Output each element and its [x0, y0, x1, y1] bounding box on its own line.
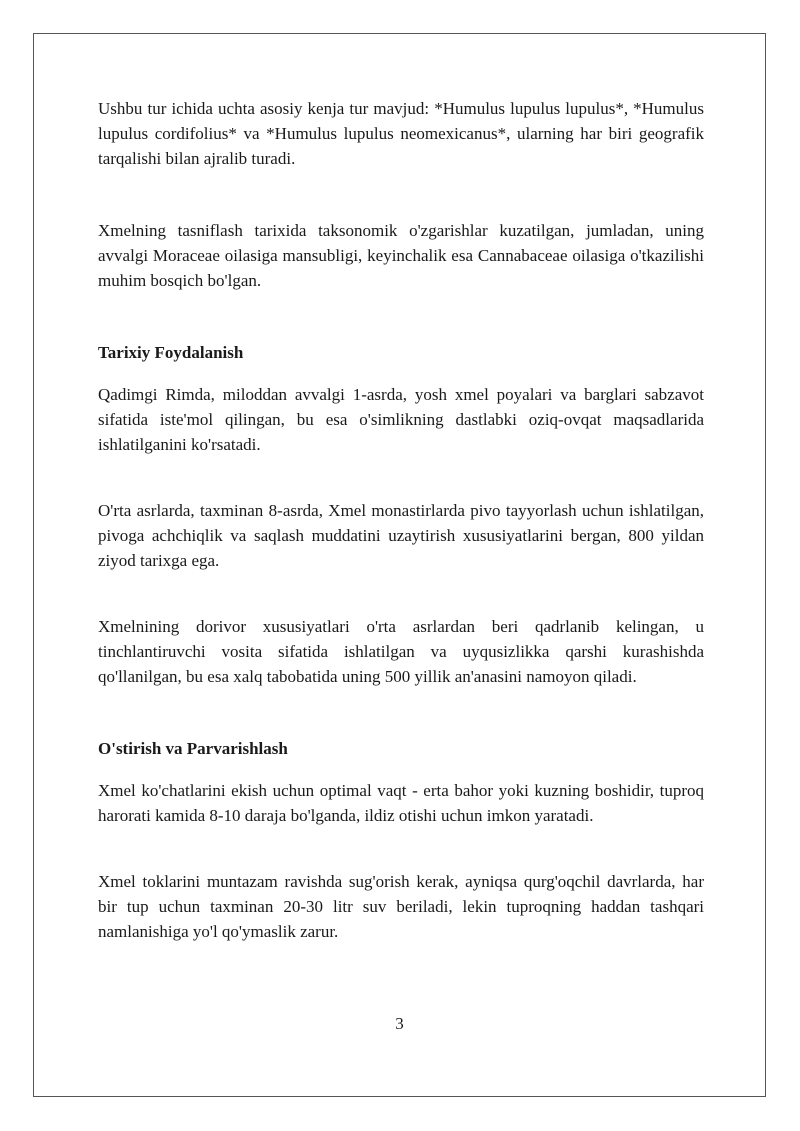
paragraph-medicinal: Xmelnining dorivor xususiyatlari o'rta asrlardan beri qadrlanib kelingan, u tinchlantiruvchi vosita sifatida ishlatilgan va uyqusizlikka qarshi kurashishda qo'llanilgan, bu esa xalq tabobatida uning 500 yillik an'anasini namoyon qiladi.: [98, 617, 704, 686]
section-heading-history: Tarixiy Foydalanish: [98, 343, 244, 362]
paragraph-spacer: [98, 293, 704, 340]
paragraph-spacer: [98, 457, 704, 498]
heading-spacer: [98, 365, 704, 382]
paragraph-rome: Qadimgi Rimda, miloddan avvalgi 1-asrda, yosh xmel poyalari va barglari sabzavot sifatida iste'mol qilingan, bu esa o'simlikning dastlabki oziq-ovqat maqsadlarida ishlatilganini ko'rsatadi.: [98, 385, 704, 454]
paragraph-spacer: [98, 689, 704, 736]
paragraph-spacer: [98, 171, 704, 218]
section-heading-growing: O'stirish va Parvarishlash: [98, 739, 288, 758]
heading-spacer: [98, 761, 704, 778]
document-page: [33, 33, 766, 1097]
page-number: 3: [395, 1014, 404, 1033]
page-content: [98, 96, 704, 944]
paragraph-subspecies: Ushbu tur ichida uchta asosiy kenja tur mavjud: *Humulus lupulus lupulus*, *Humulus lupulus cordifolius* va *Humulus lupulus neomexicanus*, ularning har biri geografik tarqalishi bilan ajralib turadi.: [98, 99, 704, 168]
paragraph-spacer: [98, 573, 704, 614]
paragraph-spacer: [98, 828, 704, 869]
paragraph-planting: Xmel ko'chatlarini ekish uchun optimal vaqt - erta bahor yoki kuzning boshidir, tuproq harorati kamida 8-10 daraja bo'lganda, ildiz otishi uchun imkon yaratadi.: [98, 781, 704, 825]
paragraph-taxonomy: Xmelning tasniflash tarixida taksonomik o'zgarishlar kuzatilgan, jumladan, uning avvalgi Moraceae oilasiga mansubligi, keyinchalik esa Cannabaceae oilasiga o'tkazilishi muhim bosqich bo'lgan.: [98, 221, 704, 290]
paragraph-watering: Xmel toklarini muntazam ravishda sug'orish kerak, ayniqsa qurg'oqchil davrlarda, har bir tup uchun taxminan 20-30 litr suv beriladi, lekin tuproqning haddan tashqari namlanishiga yo'l qo'ymaslik zarur.: [98, 872, 704, 941]
paragraph-middle-ages: O'rta asrlarda, taxminan 8-asrda, Xmel monastirlarda pivo tayyorlash uchun ishlatilgan, pivoga achchiqlik va saqlash muddatini uzaytirish xususiyatlarini bergan, 800 yildan ziyod tarixga ega.: [98, 501, 704, 570]
